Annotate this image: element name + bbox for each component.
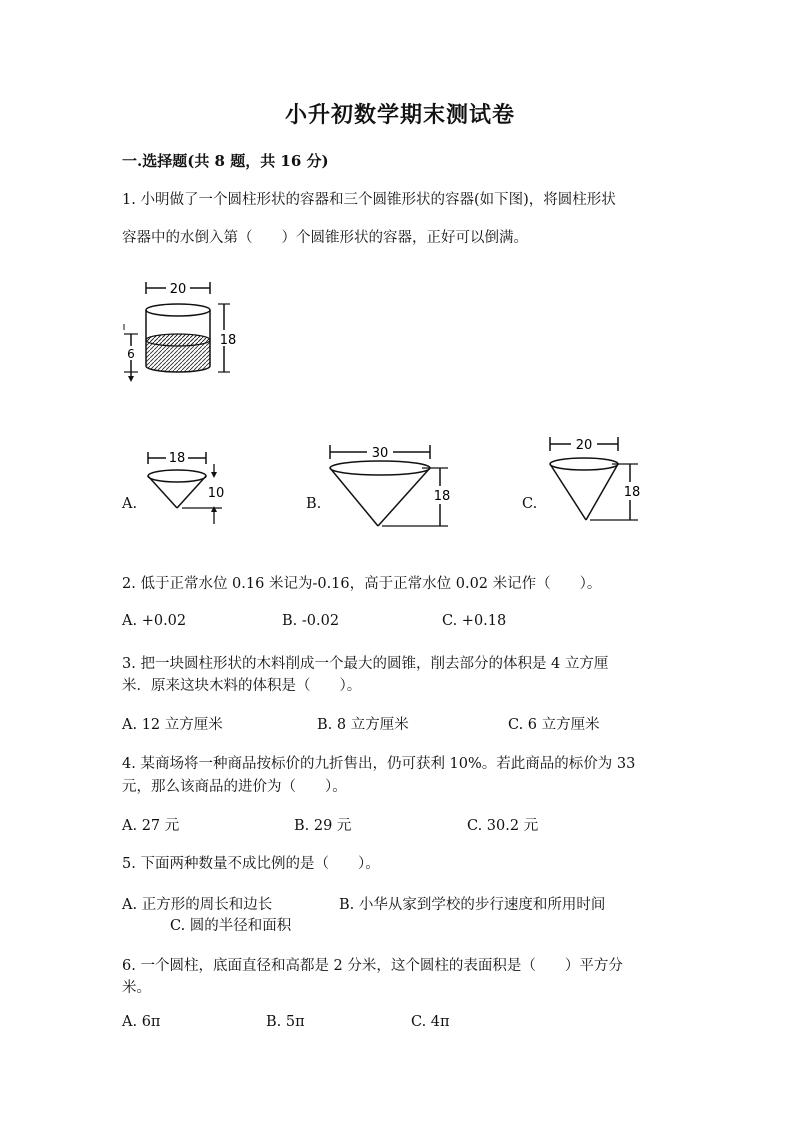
cylinder-figure xyxy=(122,278,242,388)
q3-option-a[interactable]: A. 12 立方厘米 xyxy=(122,717,223,733)
cone-b-diameter-label: 30 xyxy=(371,446,389,461)
q5-option-a[interactable]: A. 正方形的周长和边长 xyxy=(122,897,273,913)
q6-line2: 米。 xyxy=(122,980,151,996)
q3-option-b[interactable]: B. 8 立方厘米 xyxy=(317,717,409,733)
q4-line1: 4. 某商场将一种商品按标价的九折售出，仍可获利 10%。若此商品的标价为 33 xyxy=(122,756,636,772)
cone-b-height-label: 18 xyxy=(433,489,451,504)
q5-option-c[interactable]: C. 圆的半径和面积 xyxy=(170,918,292,934)
q3-line2: 米．原来这块木料的体积是（ ）。 xyxy=(122,678,362,694)
q1-line2: 容器中的水倒入第（ ）个圆锥形状的容器，正好可以倒满。 xyxy=(122,230,528,246)
q2-text: 2. 低于正常水位 0.16 米记为-0.16，高于正常水位 0.02 米记作（ ）。 xyxy=(122,576,602,592)
cylinder-height-label: 18 xyxy=(219,333,237,348)
cylinder-diameter-label: 20 xyxy=(169,282,187,297)
q5-option-b[interactable]: B. 小华从家到学校的步行速度和所用时间 xyxy=(339,897,606,913)
q3-option-c[interactable]: C. 6 立方厘米 xyxy=(508,717,600,733)
q2-option-c[interactable]: C. +0.18 xyxy=(442,613,507,629)
q6-option-a[interactable]: A. 6π xyxy=(122,1014,161,1030)
cone-a-diameter-label: 18 xyxy=(168,451,186,466)
page-title: 小升初数学期末测试卷 xyxy=(284,102,515,128)
q1-line1: 1. 小明做了一个圆柱形状的容器和三个圆锥形状的容器(如下图)，将圆柱形状 xyxy=(122,192,616,208)
cone-a-height-label: 10 xyxy=(207,486,225,501)
q2-option-a[interactable]: A. +0.02 xyxy=(122,613,187,629)
q6-option-b[interactable]: B. 5π xyxy=(266,1014,305,1030)
q5-text: 5. 下面两种数量不成比例的是（ ）。 xyxy=(122,856,380,872)
cone-c-diameter-label: 20 xyxy=(575,438,593,453)
q4-line2: 元，那么该商品的进价为（ ）。 xyxy=(122,779,347,795)
section-heading: 一.选择题(共 8 题，共 16 分) xyxy=(122,152,329,170)
cone-b-figure xyxy=(322,440,457,532)
q6-line1: 6. 一个圆柱，底面直径和高都是 2 分米，这个圆柱的表面积是（ ）平方分 xyxy=(122,958,623,974)
cone-a-figure xyxy=(142,448,232,528)
q1-option-a[interactable]: A. xyxy=(122,496,138,512)
q6-option-c[interactable]: C. 4π xyxy=(411,1014,450,1030)
q4-option-a[interactable]: A. 27 元 xyxy=(122,818,180,834)
q3-line1: 3. 把一块圆柱形状的木料削成一个最大的圆锥，削去部分的体积是 4 立方厘 xyxy=(122,656,609,672)
cone-c-height-label: 18 xyxy=(623,485,641,500)
q1-option-b[interactable]: B. xyxy=(306,496,322,512)
q4-option-b[interactable]: B. 29 元 xyxy=(294,818,352,834)
q4-option-c[interactable]: C. 30.2 元 xyxy=(467,818,539,834)
q2-option-b[interactable]: B. -0.02 xyxy=(282,613,340,629)
cone-c-figure xyxy=(542,432,652,526)
q1-option-c[interactable]: C. xyxy=(522,496,538,512)
cylinder-water-label: 6 xyxy=(127,347,135,361)
